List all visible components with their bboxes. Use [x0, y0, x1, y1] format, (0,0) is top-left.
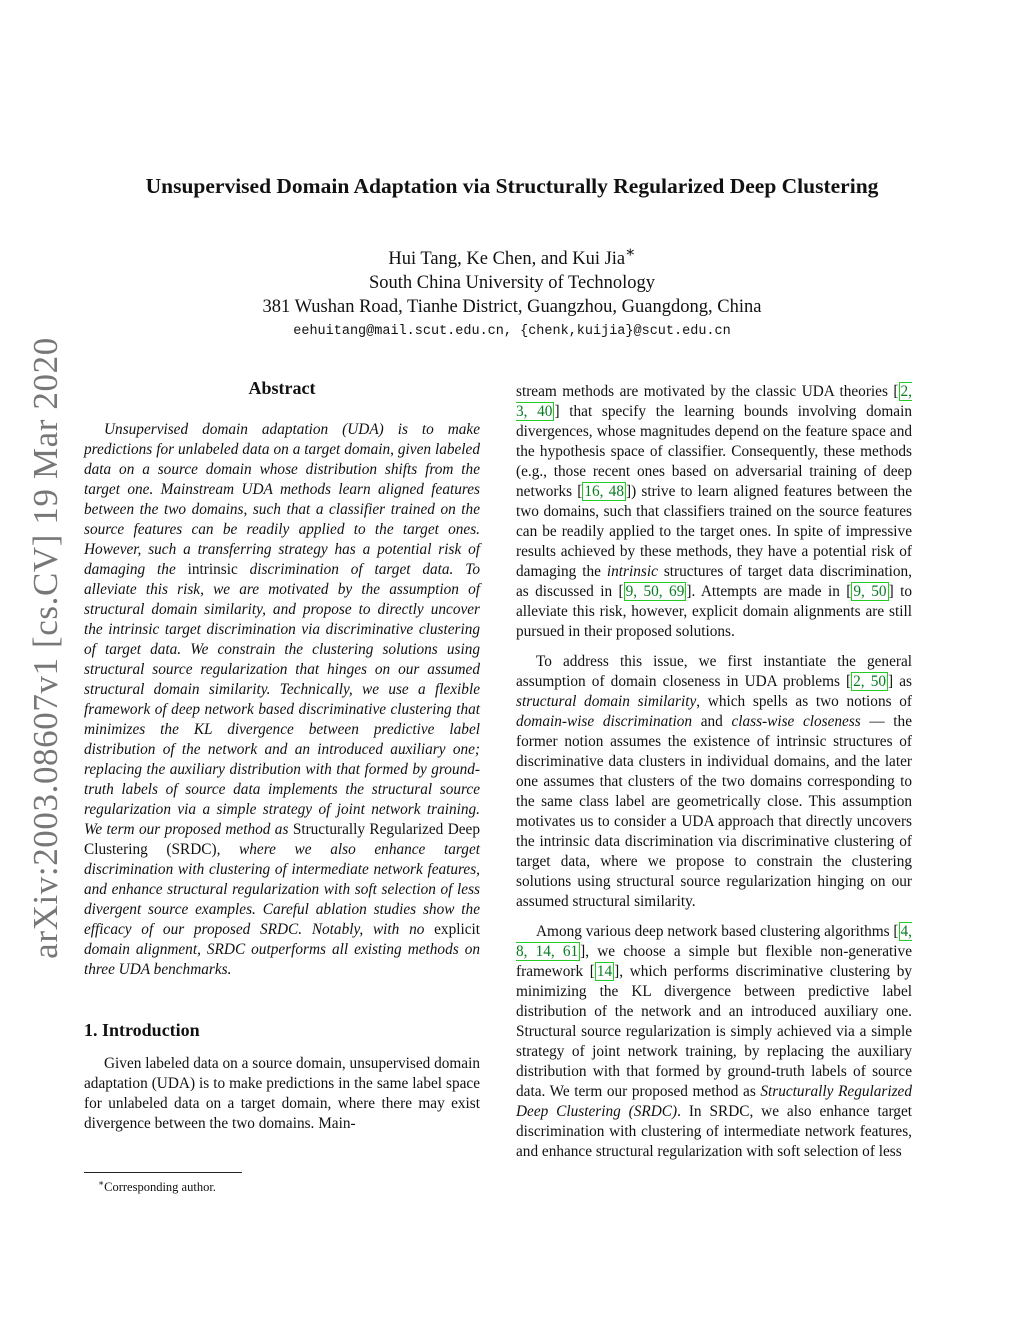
right-paragraph-3: Among various deep network based clustering algorithms [ 4, 8, 14, 61 ], we choose a simple but flexible non-generative framework [ 14 ], which performs discriminative clustering by minimizing the KL divergence between predictive label distribution of the network and an introduced auxiliary one. Structural source regularization is simply achieved via a simple strategy of joint network training, by replacing the auxiliary distribution with that formed by ground-truth labels of source data. We term our proposed method as Structurally Regularized Deep Clustering (SRDC). In SRDC, we also enhance target discrimination with clustering of intermediate network features, and enhance structural regularization with soft selection of less — [516, 923, 913, 1160]
citation-link[interactable]: 2, 3, 40 — [516, 383, 912, 420]
right-paragraph-2: To address this issue, we first instantiate the general assumption of domain closeness in UDA problems [ 2, 50 ] as structural domain similarity, which spells as two notions of domain-wise discrimination and class-wise closeness — the former notion assumes the existence of intrinsic structures of discriminative data clusters in individual domains, and the later one assumes that clusters of the two domains corresponding to the same class label are geometrically close. This assumption motivates us to consider a UDA approach that directly uncovers the intrinsic data discrimination via discriminative clustering of target data, where we propose to constrain the clustering solutions using structural source regularization hinging on our assumed structural similarity. — [516, 653, 912, 910]
author-names: Hui Tang, Ke Chen, and Kui Jia∗ — [388, 244, 636, 270]
author-emails: eehuitang@mail.scut.edu.cn, {chenk,kuijia}@scut.edu.cn — [293, 324, 731, 340]
citation-link[interactable]: 14 — [596, 963, 613, 980]
author-affiliation: South China University of Technology — [368, 273, 656, 294]
citation-link[interactable]: 2, 50 — [853, 673, 887, 690]
footnote: ∗Corresponding author. — [98, 1178, 216, 1195]
arxiv-identifier-margin — [22, 337, 70, 959]
citation-link[interactable]: 9, 50 — [853, 583, 887, 600]
abstract-text: Unsupervised domain adaptation (UDA) is to make predictions for unlabeled data on a target domain, given labeled data on a source domain whose distribution shifts from the target one. Mainstream UDA methods learn aligned features between the two domains, such that a classifier trained on the source features can be readily applied to the target ones. However, such a transferring strategy has a potential risk of damaging the intrinsic discrimination of target data. To alleviate this risk, we are motivated by the assumption of structural domain similarity, and propose to directly uncover the intrinsic target discrimination via discriminative clustering of target data. We constrain the clustering solutions using structural source regularization that hinges on our assumed structural domain similarity. Technically, we use a flexible framework of deep network based discriminative clustering that minimizes the KL divergence between predictive label distribution of the network and an introduced auxiliary one; replacing the auxiliary distribution with that formed by ground-truth labels of source data implements the structural source regularization via a simple strategy of joint network training. We term our proposed method as Structurally Regularized Deep Clustering (SRDC), where we also enhance target discrimination with clustering of intermediate network features, and enhance structural regularization with soft selection of less divergent source examples. Careful ablation studies show the efficacy of our proposed SRDC. Notably, with no explicit domain alignment, SRDC outperforms all existing methods on three UDA benchmarks. — [84, 421, 481, 978]
citation-link[interactable]: 4, 8, 14, 61 — [516, 923, 913, 960]
citation-link[interactable]: 16, 48 — [584, 483, 624, 500]
left-column — [84, 378, 480, 1134]
arxiv-identifier: arXiv:2003.08607v1 [cs.CV] 19 Mar 2020 — [26, 337, 65, 959]
author-block — [70, 241, 954, 345]
paper-title: Unsupervised Domain Adaptation via Structurally Regularized Deep Clustering — [145, 174, 879, 198]
introduction-paragraph: Given labeled data on a source domain, unsupervised domain adaptation (UDA) is to make predictions in the same label space for unlabeled data on a target domain, where there may exist divergence between the two domains. Main- — [84, 1055, 480, 1132]
abstract-heading: Abstract — [248, 378, 316, 398]
author-address: 381 Wushan Road, Tianhe District, Guangzhou, Guangdong, China — [262, 297, 762, 318]
introduction-heading: 1. Introduction — [84, 1020, 200, 1040]
footnote-divider — [84, 1172, 242, 1173]
right-paragraph-1: stream methods are motivated by the classic UDA theories [ 2, 3, 40 ] that specify the learning bounds involving domain divergences, whose magnitudes depend on the feature space and the hypothesis space of classifier. Consequently, these methods (e.g., those recent ones based on adversarial training of deep networks [ 16, 48 ]) strive to learn aligned features between the two domains, such that classifiers trained on the source features can be readily applied to the target ones. In spite of impressive results achieved by these methods, they have a potential risk of damaging the intrinsic structures of target data discrimination, as discussed in [ 9, 50, 69 ]. Attempts are made in [ 9, 50 ] to alleviate this risk, however, explicit domain alignments are still pursued in their proposed solutions. — [516, 383, 912, 640]
citation-link[interactable]: 9, 50, 69 — [625, 583, 685, 600]
right-column — [516, 382, 912, 1162]
